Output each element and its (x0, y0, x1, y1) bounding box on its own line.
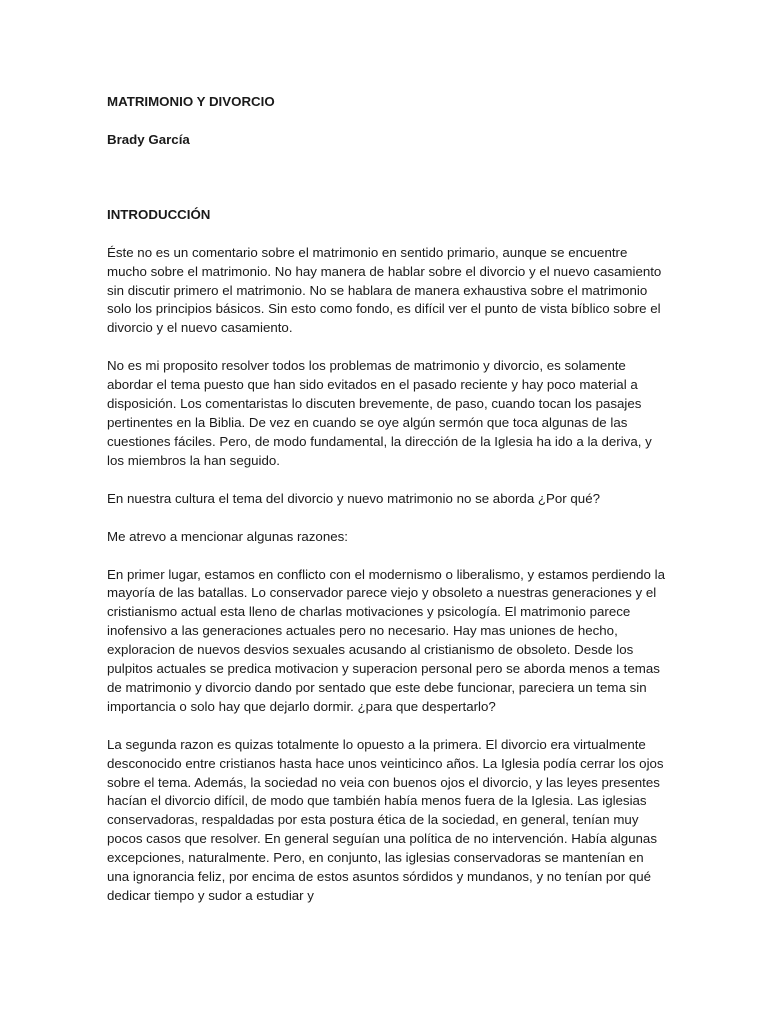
paragraph: En primer lugar, estamos en conflicto con el modernismo o liberalismo, y estamos perdiendo la mayoría de las batallas. Lo conservador parece viejo y obsoleto a nuestras generaciones y el cristianismo actual esta lleno de charlas motivaciones y psicología. El matrimonio parece inofensivo a las generaciones actuales pero no necesario. Hay mas uniones de hecho, exploracion de nuevos desvios sexuales acusando al cristianismo de obsoleto. Desde los pulpitos actuales se predica motivacion y superacion personal pero se aborda menos a temas de matrimonio y divorcio dando por sentado que este debe funcionar, pareciera un tema sin importancia o solo hay que dejarlo dormir. ¿para que despertarlo? (107, 566, 665, 714)
document-title: MATRIMONIO Y DIVORCIO (107, 94, 275, 109)
section-heading: INTRODUCCIÓN (107, 206, 211, 222)
paragraph: Éste no es un comentario sobre el matrimonio en sentido primario, aunque se encuentre mucho sobre el matrimonio. No hay manera de hablar sobre el divorcio y el nuevo casamiento sin discutir primero el matrimonio. No se hablara de manera exhaustiva sobre el matrimonio solo los principios básicos. Sin esto como fondo, es difícil ver el punto de vista bíblico sobre el divorcio y el nuevo casamiento. (107, 244, 662, 336)
document-body (107, 93, 665, 925)
paragraph: La segunda razon es quizas totalmente lo opuesto a la primera. El divorcio era virtualmente desconocido entre cristianos hasta hace unos veinticinco años. La Iglesia podía cerrar los ojos sobre el tema. Además, la sociedad no veia con buenos ojos el divorcio, y las leyes presentes hacían el divorcio difícil, de modo que también había menos fuera de la Iglesia. Las iglesias conservadoras, respaldadas por esta postura ética de la sociedad, en general, tenían muy pocos casos que resolver. En general seguían una política de no intervención. Había algunas excepciones, naturalmente. Pero, en conjunto, las iglesias conservadoras se mantenían en una ignorancia feliz, por encima de estos asuntos sórdidos y mundanos, y no tenían por qué dedicar tiempo y sudor a estudiar y (107, 736, 664, 903)
paragraph: Me atrevo a mencionar algunas razones: (107, 528, 348, 544)
document-author: Brady García (107, 131, 190, 147)
paragraph: No es mi proposito resolver todos los problemas de matrimonio y divorcio, es solamente abordar el tema puesto que han sido evitados en el pasado reciente y hay poco material a disposición. Los comentaristas lo discuten brevemente, de paso, cuando tocan los pasajes pertinentes en la Biblia. De vez en cuando se oye algún sermón que toca algunas de las cuestiones fáciles. Pero, de modo fundamental, la dirección de la Iglesia ha ido a la deriva, y los miembros la han seguido. (107, 358, 652, 468)
paragraph: En nuestra cultura el tema del divorcio y nuevo matrimonio no se aborda ¿Por qué? (107, 490, 600, 506)
